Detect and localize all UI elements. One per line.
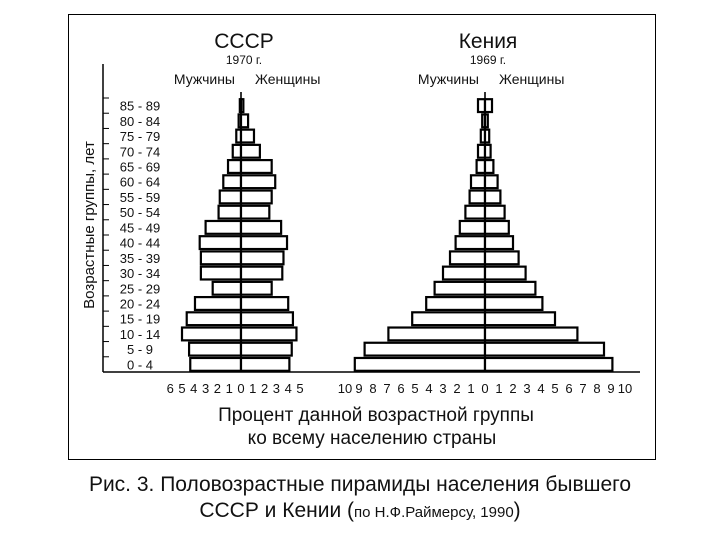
kenya-female-label: Женщины	[499, 71, 565, 87]
caption-source: по Н.Ф.Раймерсу, 1990	[354, 504, 514, 521]
ussr-female-bar	[241, 297, 288, 310]
kenya-female-bar	[485, 191, 500, 204]
kenya-x-tick-label: 6	[397, 381, 405, 396]
ussr-male-bar	[182, 328, 241, 341]
ussr-x-tick-label: 4	[190, 381, 198, 396]
kenya-male-bar	[450, 251, 485, 264]
age-group-label: 10 - 14	[119, 326, 161, 342]
kenya-x-tick-label: 3	[439, 381, 447, 396]
kenya-x-tick-label: 9	[355, 381, 363, 396]
ussr-male-bar	[187, 312, 241, 325]
kenya-male-bar	[355, 358, 485, 371]
ussr-female-bar	[241, 160, 272, 173]
age-group-label: 20 - 24	[119, 296, 161, 312]
kenya-x-tick-label: 1	[495, 381, 503, 396]
kenya-title: Кения	[458, 30, 518, 53]
ussr-male-bar	[223, 175, 241, 188]
kenya-female-bar	[485, 160, 493, 173]
ussr-x-tick-label: 2	[213, 381, 222, 396]
kenya-female-bar	[485, 251, 519, 264]
ussr-female-bar	[241, 221, 281, 234]
ussr-female-bar	[241, 251, 283, 264]
kenya-x-tick-label: 7	[383, 381, 391, 396]
kenya-female-bar	[485, 297, 542, 310]
age-group-label: 60 - 64	[119, 174, 161, 190]
ussr-male-bar	[219, 206, 241, 219]
kenya-female-bar	[485, 267, 526, 280]
x-axis-label-line2: ко всему населению страны	[247, 428, 497, 449]
kenya-x-tick-label: 10	[617, 381, 633, 396]
ussr-male-bar	[190, 358, 241, 371]
ussr-male-bar	[201, 251, 241, 264]
kenya-male-bar	[471, 175, 485, 188]
ussr-male-bar	[206, 221, 241, 234]
y-axis-label: Возрастные группы, лет	[81, 141, 98, 309]
ussr-female-bar	[241, 328, 296, 341]
kenya-male-bar	[477, 160, 485, 173]
ussr-female-bar	[241, 145, 260, 158]
ussr-x-tick-label: 0	[237, 381, 245, 396]
ussr-x-tick-label: 5	[296, 381, 304, 396]
kenya-male-bar	[426, 297, 485, 310]
kenya-x-tick-label: 5	[551, 381, 559, 396]
kenya-male-bar	[443, 267, 485, 280]
ussr-female-bar	[241, 236, 287, 249]
ussr-female-bar	[241, 206, 269, 219]
figure-caption	[0, 472, 720, 526]
ussr-female-label: Женщины	[255, 71, 321, 87]
age-group-label: 0 - 4	[126, 357, 154, 373]
kenya-male-bar	[435, 282, 485, 295]
kenya-x-tick-label: 2	[453, 381, 461, 396]
age-group-label: 55 - 59	[119, 189, 161, 205]
ussr-x-tick-label: 3	[272, 381, 281, 396]
kenya-male-bar	[465, 206, 485, 219]
ussr-female-bar	[241, 191, 272, 204]
ussr-female-bar	[241, 267, 282, 280]
age-group-label: 70 - 74	[119, 144, 161, 160]
ussr-x-tick-label: 4	[284, 381, 292, 396]
ussr-female-bar	[241, 358, 289, 371]
kenya-female-bar	[485, 236, 513, 249]
ussr-male-bar	[189, 343, 241, 356]
ussr-female-bar	[241, 130, 254, 143]
kenya-x-tick-label: 2	[509, 381, 517, 396]
kenya-female-bar	[485, 145, 491, 158]
axes-layer	[103, 64, 640, 372]
kenya-female-bar	[485, 328, 577, 341]
kenya-x-tick-label: 1	[467, 381, 475, 396]
age-group-label: 35 - 39	[119, 250, 161, 266]
age-group-label: 40 - 44	[119, 235, 161, 251]
kenya-female-bar	[485, 175, 498, 188]
kenya-female-bar	[485, 99, 492, 112]
kenya-x-tick-label: 9	[607, 381, 615, 396]
kenya-male-bar	[456, 236, 485, 249]
kenya-x-tick-label: 7	[579, 381, 587, 396]
kenya-male-bar	[412, 312, 485, 325]
age-group-label: 75 - 79	[119, 129, 161, 145]
ussr-male-bar	[200, 236, 241, 249]
ussr-female-bar	[241, 175, 275, 188]
ussr-x-tick-label: 6	[166, 381, 174, 396]
age-group-label: 15 - 19	[119, 311, 161, 327]
ussr-male-bar	[213, 282, 241, 295]
age-group-label: 85 - 89	[119, 98, 161, 114]
kenya-x-tick-label: 10	[337, 381, 353, 396]
age-group-label: 5 - 9	[126, 342, 154, 358]
ussr-x-tick-label: 1	[225, 381, 233, 396]
kenya-male-bar	[470, 191, 485, 204]
ussr-title: СССР	[214, 30, 274, 53]
ussr-male-bar	[233, 145, 241, 158]
kenya-x-tick-label: 0	[481, 381, 489, 396]
age-group-label: 45 - 49	[119, 220, 161, 236]
kenya-x-tick-label: 8	[593, 381, 601, 396]
kenya-x-tick-label: 8	[369, 381, 377, 396]
kenya-x-tick-label: 4	[537, 381, 545, 396]
ussr-pyramid	[167, 30, 321, 396]
caption-line1: Рис. 3. Половозрастные пирамиды населения бывшего	[88, 473, 632, 496]
kenya-pyramid	[338, 30, 632, 396]
ussr-female-bar	[241, 312, 293, 325]
caption-line2-end: )	[513, 499, 521, 522]
ussr-female-bar	[241, 343, 292, 356]
kenya-male-label: Мужчины	[417, 71, 479, 87]
kenya-x-tick-label: 6	[565, 381, 573, 396]
ussr-male-bar	[201, 267, 241, 280]
ussr-x-tick-label: 3	[201, 381, 210, 396]
ussr-female-bar	[241, 114, 248, 127]
ussr-male-bar	[228, 160, 241, 173]
kenya-male-bar	[460, 221, 485, 234]
ussr-female-bar	[241, 282, 272, 295]
age-group-label: 25 - 29	[119, 281, 161, 297]
ussr-subtitle: 1970 г.	[225, 53, 263, 67]
caption-line2-main: СССР и Кении (	[199, 499, 355, 522]
kenya-subtitle: 1969 г.	[469, 53, 507, 67]
kenya-male-bar	[365, 343, 485, 356]
ussr-male-bar	[195, 297, 241, 310]
kenya-x-tick-label: 3	[523, 381, 531, 396]
ussr-male-label: Мужчины	[173, 71, 235, 87]
kenya-female-bar	[485, 343, 604, 356]
kenya-female-bar	[485, 358, 612, 371]
kenya-x-tick-label: 5	[411, 381, 419, 396]
caption-line2	[0, 498, 720, 526]
kenya-female-bar	[485, 312, 555, 325]
ussr-male-bar	[220, 191, 241, 204]
kenya-x-tick-label: 4	[425, 381, 433, 396]
ussr-x-tick-label: 5	[178, 381, 186, 396]
kenya-male-bar	[388, 328, 485, 341]
age-group-label: 30 - 34	[119, 266, 161, 282]
x-axis-label-line1: Процент данной возрастной группы	[218, 405, 534, 426]
age-group-label: 80 - 84	[119, 113, 161, 129]
kenya-female-bar	[485, 282, 535, 295]
age-group-label: 65 - 69	[119, 159, 161, 175]
kenya-female-bar	[485, 221, 509, 234]
kenya-female-bar	[485, 206, 505, 219]
ussr-x-tick-label: 2	[260, 381, 269, 396]
ussr-x-tick-label: 1	[249, 381, 257, 396]
age-group-label: 50 - 54	[119, 205, 161, 221]
